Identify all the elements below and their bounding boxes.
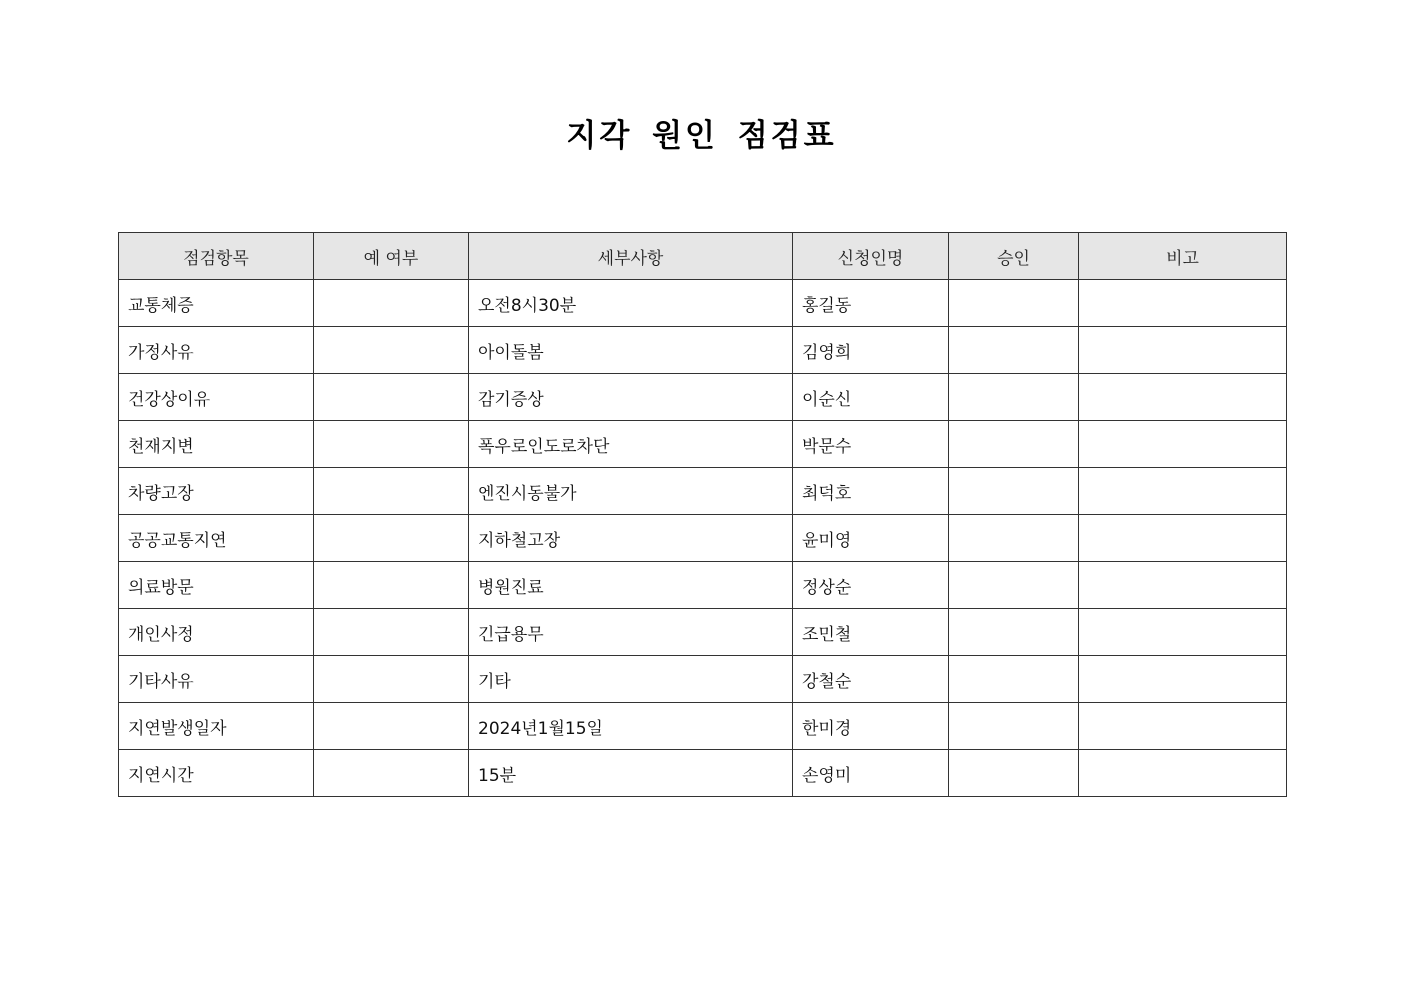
cell-applicant: 강철순: [793, 656, 949, 703]
cell-yes: [314, 703, 469, 750]
cell-detail: 감기증상: [469, 374, 793, 421]
cell-approval: [949, 280, 1079, 327]
cell-check-item: 지연발생일자: [119, 703, 314, 750]
cell-applicant: 최덕호: [793, 468, 949, 515]
cell-yes: [314, 656, 469, 703]
cell-yes: [314, 562, 469, 609]
cell-approval: [949, 468, 1079, 515]
cell-check-item: 개인사정: [119, 609, 314, 656]
header-approval: 승인: [949, 233, 1079, 280]
cell-yes: [314, 280, 469, 327]
cell-remark: [1079, 515, 1287, 562]
cell-approval: [949, 327, 1079, 374]
table-row: [119, 703, 1287, 750]
table-row: [119, 750, 1287, 797]
cell-yes: [314, 609, 469, 656]
cell-check-item: 교통체증: [119, 280, 314, 327]
cell-approval: [949, 515, 1079, 562]
table-row: [119, 468, 1287, 515]
cell-detail: 15분: [469, 750, 793, 797]
cell-approval: [949, 374, 1079, 421]
table-row: [119, 562, 1287, 609]
cell-remark: [1079, 656, 1287, 703]
cell-remark: [1079, 703, 1287, 750]
cell-detail: 오전8시30분: [469, 280, 793, 327]
cell-remark: [1079, 280, 1287, 327]
table-row: [119, 280, 1287, 327]
cell-remark: [1079, 750, 1287, 797]
cell-applicant: 정상순: [793, 562, 949, 609]
cell-check-item: 공공교통지연: [119, 515, 314, 562]
cell-remark: [1079, 421, 1287, 468]
cell-detail: 엔진시동불가: [469, 468, 793, 515]
cell-applicant: 이순신: [793, 374, 949, 421]
document-title: 지각 원인 점검표: [566, 118, 837, 154]
cell-remark: [1079, 609, 1287, 656]
table-row: [119, 515, 1287, 562]
cell-yes: [314, 468, 469, 515]
cell-remark: [1079, 374, 1287, 421]
table-row: [119, 656, 1287, 703]
cell-applicant: 김영희: [793, 327, 949, 374]
cell-yes: [314, 421, 469, 468]
cell-applicant: 박문수: [793, 421, 949, 468]
cell-yes: [314, 327, 469, 374]
cell-yes: [314, 374, 469, 421]
cell-yes: [314, 750, 469, 797]
header-yes: 예 여부: [314, 233, 469, 280]
cell-detail: 병원진료: [469, 562, 793, 609]
cell-detail: 지하철고장: [469, 515, 793, 562]
cell-applicant: 홍길동: [793, 280, 949, 327]
cell-detail: 긴급용무: [469, 609, 793, 656]
header-check-item: 점검항목: [119, 233, 314, 280]
cell-approval: [949, 750, 1079, 797]
table-row: [119, 609, 1287, 656]
cell-applicant: 한미경: [793, 703, 949, 750]
table-row: [119, 374, 1287, 421]
header-remark: 비고: [1079, 233, 1287, 280]
cell-approval: [949, 656, 1079, 703]
cell-check-item: 건강상이유: [119, 374, 314, 421]
cell-applicant: 손영미: [793, 750, 949, 797]
cell-check-item: 지연시간: [119, 750, 314, 797]
cell-applicant: 윤미영: [793, 515, 949, 562]
table-body: [119, 280, 1287, 797]
cell-remark: [1079, 327, 1287, 374]
cell-detail: 아이돌봄: [469, 327, 793, 374]
cell-remark: [1079, 468, 1287, 515]
cell-check-item: 가정사유: [119, 327, 314, 374]
cell-check-item: 기타사유: [119, 656, 314, 703]
cell-detail: 폭우로인도로차단: [469, 421, 793, 468]
cell-approval: [949, 421, 1079, 468]
cell-applicant: 조민철: [793, 609, 949, 656]
header-detail: 세부사항: [469, 233, 793, 280]
cell-approval: [949, 609, 1079, 656]
cell-yes: [314, 515, 469, 562]
cell-check-item: 의료방문: [119, 562, 314, 609]
cell-approval: [949, 562, 1079, 609]
table-row: [119, 327, 1287, 374]
cell-detail: 2024년1월15일: [469, 703, 793, 750]
cell-check-item: 천재지변: [119, 421, 314, 468]
header-applicant: 신청인명: [793, 233, 949, 280]
table-header-row: [119, 233, 1287, 280]
tardiness-checklist-table: [118, 232, 1287, 797]
cell-check-item: 차량고장: [119, 468, 314, 515]
cell-detail: 기타: [469, 656, 793, 703]
cell-approval: [949, 703, 1079, 750]
table-row: [119, 421, 1287, 468]
cell-remark: [1079, 562, 1287, 609]
